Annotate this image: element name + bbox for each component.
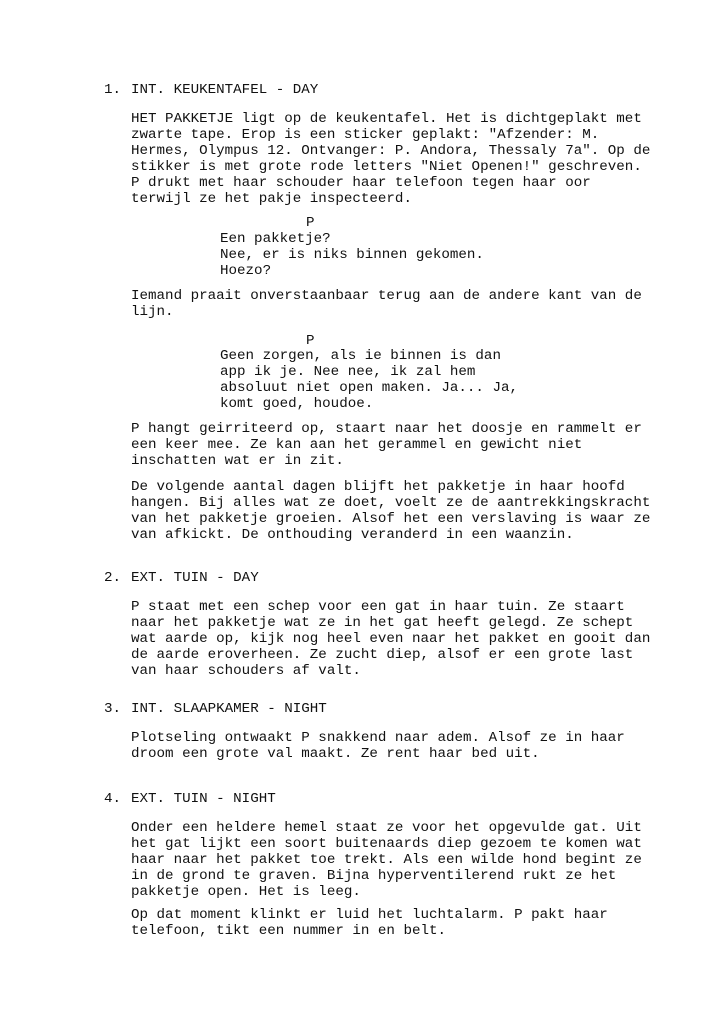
action-paragraph: P staat met een schep voor een gat in haar tuin. Ze staart naar het pakketje wat ze in het gat heeft gelegd. Ze schept wat aarde op, kijk nog heel even naar het pakket en gooit dan de aarde eroverheen. Ze zucht diep, alsof er een grote last van haar schouders af valt. [131, 599, 651, 680]
scene-heading: EXT. TUIN - NIGHT [131, 791, 276, 807]
scene-number: 3. [104, 701, 122, 717]
dialogue: Een pakketje? Nee, er is niks binnen gekomen. Hoezo? [220, 231, 484, 280]
character-name: P [306, 333, 315, 349]
dialogue: Geen zorgen, als ie binnen is dan app ik je. Nee nee, ik zal hem absoluut niet open maken. Ja... Ja, komt goed, houdoe. [220, 348, 518, 413]
scene-heading: INT. KEUKENTAFEL - DAY [131, 82, 319, 98]
character-name: P [306, 215, 315, 231]
action-paragraph: Plotseling ontwaakt P snakkend naar adem. Alsof ze in haar droom een grote val maakt. Ze rent haar bed uit. [131, 730, 625, 763]
scene-heading: INT. SLAAPKAMER - NIGHT [131, 701, 327, 717]
action-paragraph: P hangt geirriteerd op, staart naar het doosje en rammelt er een keer mee. Ze kan aan het gerammel en gewicht niet inschatten wat er in zit. [131, 421, 642, 470]
scene-number: 2. [104, 570, 122, 586]
action-paragraph: De volgende aantal dagen blijft het pakketje in haar hoofd hangen. Bij alles wat ze doet, voelt ze de aantrekkingskracht van het pakketje groeien. Alsof het een verslaving is waar ze van afkickt. De onthouding veranderd in een waanzin. [131, 479, 651, 544]
action-paragraph: Iemand praait onverstaanbaar terug aan de andere kant van de lijn. [131, 288, 642, 321]
action-paragraph: Onder een heldere hemel staat ze voor het opgevulde gat. Uit het gat lijkt een soort buitenaards diep gezoem te komen wat haar naar het pakket toe trekt. Als een wilde hond begint ze in de grond te graven. Bijna hyperventilerend rukt ze het pakketje open. Het is leeg. [131, 820, 642, 901]
action-paragraph: HET PAKKETJE ligt op de keukentafel. Het is dichtgeplakt met zwarte tape. Erop is een sticker geplakt: "Afzender: M. Hermes, Olympus 12. Ontvanger: P. Andora, Thessaly 7a". Op de stikker is met grote rode letters "Niet Openen!" geschreven. P drukt met haar schouder haar telefoon tegen haar oor terwijl ze het pakje inspecteerd. [131, 111, 651, 208]
scene-heading: EXT. TUIN - DAY [131, 570, 259, 586]
scene-number: 4. [104, 791, 122, 807]
scene-number: 1. [104, 82, 122, 98]
action-paragraph: Op dat moment klinkt er luid het luchtalarm. P pakt haar telefoon, tikt een nummer in en belt. [131, 907, 608, 940]
